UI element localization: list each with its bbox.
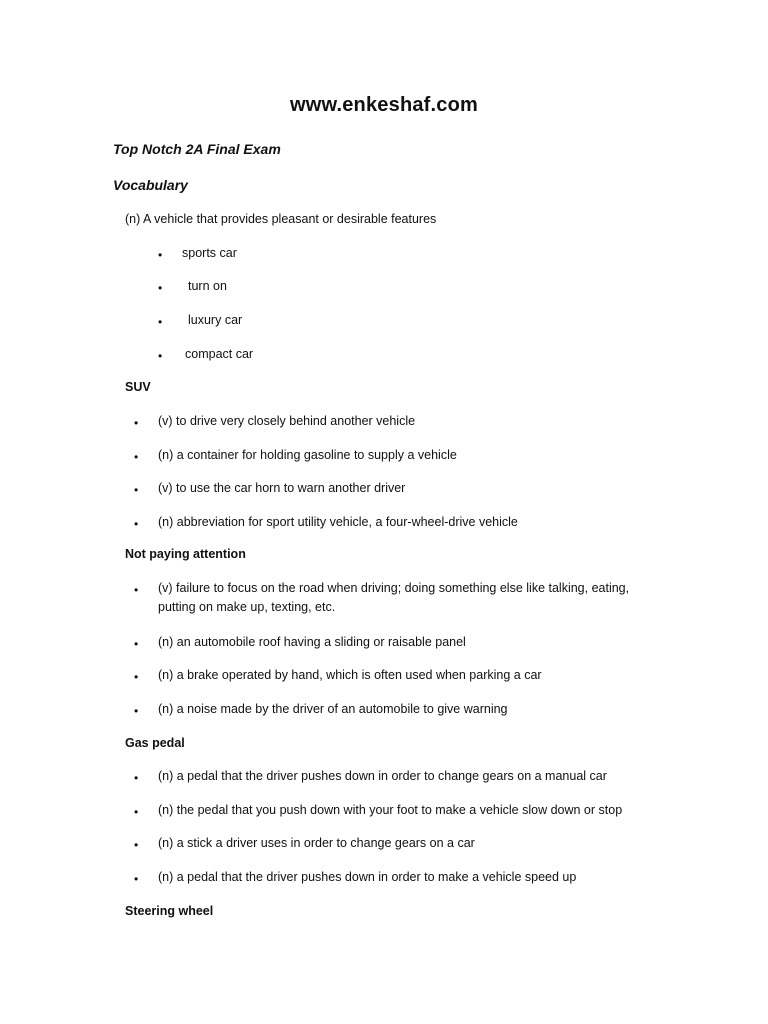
site-title: www.enkeshaf.com (289, 94, 479, 116)
definition: (v) to drive very closely behind another vehicle (158, 414, 416, 428)
option-2: turn on (188, 279, 227, 293)
option-4: compact car (185, 347, 254, 361)
bullet-icon: • (134, 637, 139, 651)
definition: (n) a container for holding gasoline to supply a vehicle (158, 448, 457, 462)
bullet-icon: • (134, 450, 139, 464)
bullet-icon: • (134, 416, 139, 430)
question-4-word: Gas pedal (125, 736, 185, 750)
bullet-icon: • (134, 805, 139, 819)
option-1: sports car (182, 246, 237, 260)
bullet-icon: • (134, 483, 139, 497)
question-5-word: Steering wheel (125, 904, 214, 918)
definition: (n) a pedal that the driver pushes down in order to change gears on a manual car (158, 769, 607, 783)
bullet-icon: • (134, 838, 139, 852)
bullet-icon: • (134, 517, 139, 531)
bullet-icon: • (134, 771, 139, 785)
bullet-icon: • (158, 349, 163, 363)
exam-title: Top Notch 2A Final Exam (113, 141, 281, 157)
bullet-icon: • (134, 704, 139, 718)
section-heading: Vocabulary (113, 177, 188, 193)
definition: (n) a brake operated by hand, which is often used when parking a car (158, 668, 542, 682)
definition: (n) the pedal that you push down with your foot to make a vehicle slow down or stop (158, 803, 623, 817)
bullet-icon: • (134, 670, 139, 684)
bullet-icon: • (134, 583, 139, 597)
option-3: luxury car (188, 313, 243, 327)
definition: (v) to use the car horn to warn another driver (158, 481, 406, 495)
definition: (v) failure to focus on the road when driving; doing something else like talking, eating, putting on make up, texting, etc. (158, 581, 630, 614)
bullet-icon: • (158, 315, 163, 329)
definition: (n) abbreviation for sport utility vehicle, a four-wheel-drive vehicle (158, 515, 518, 529)
definition: (n) a pedal that the driver pushes down in order to make a vehicle speed up (158, 870, 577, 884)
question-3-word: Not paying attention (125, 547, 246, 561)
question-1-prompt: (n) A vehicle that provides pleasant or desirable features (125, 212, 437, 226)
bullet-icon: • (158, 248, 163, 262)
bullet-icon: • (158, 281, 163, 295)
definition: (n) an automobile roof having a sliding or raisable panel (158, 635, 466, 649)
question-2-word: SUV (125, 380, 151, 394)
definition: (n) a noise made by the driver of an automobile to give warning (158, 702, 508, 716)
definition: (n) a stick a driver uses in order to change gears on a car (158, 836, 475, 850)
bullet-icon: • (134, 872, 139, 886)
